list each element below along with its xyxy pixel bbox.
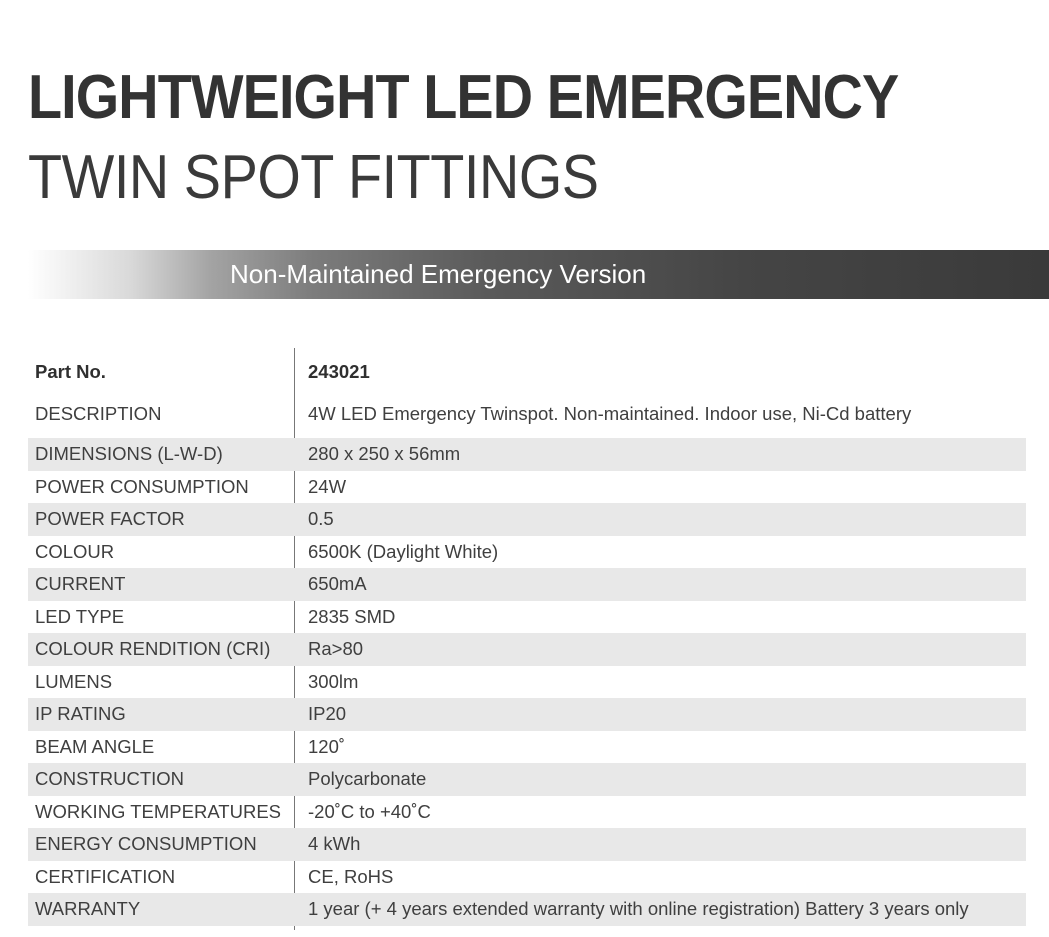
spec-value: 24W	[308, 475, 347, 497]
spec-value: Ra>80	[308, 638, 364, 660]
banner-text: Non-Maintained Emergency Version	[230, 259, 647, 289]
spec-value: 120˚	[308, 735, 346, 757]
spec-label: WORKING TEMPERATURES	[35, 800, 282, 822]
spec-value: CE, RoHS	[308, 865, 394, 887]
spec-label: LUMENS	[35, 670, 113, 692]
spec-value: 4W LED Emergency Twinspot. Non-maintained. Indoor use, Ni-Cd battery	[308, 402, 912, 424]
spec-value: 4 kWh	[308, 833, 361, 855]
table-row	[28, 471, 1026, 504]
spec-table	[28, 355, 1026, 926]
table-row	[28, 389, 1026, 438]
table-header-row	[28, 355, 1026, 389]
spec-value: 300lm	[308, 670, 359, 692]
table-row	[28, 796, 1026, 829]
table-row	[28, 893, 1026, 926]
spec-label: CURRENT	[35, 573, 126, 595]
table-row	[28, 763, 1026, 796]
spec-label: DIMENSIONS (L-W-D)	[35, 443, 223, 465]
spec-label: DESCRIPTION	[35, 402, 162, 424]
page-subtitle: TWIN SPOT FITTINGS	[28, 143, 599, 212]
table-row	[28, 536, 1026, 569]
table-row	[28, 731, 1026, 764]
spec-value: 0.5	[308, 508, 334, 530]
table-row	[28, 438, 1026, 471]
table-row	[28, 633, 1026, 666]
spec-label: BEAM ANGLE	[35, 735, 155, 757]
table-row	[28, 861, 1026, 894]
spec-label: ENERGY CONSUMPTION	[35, 833, 257, 855]
spec-value: 1 year (+ 4 years extended warranty with online registration) Battery 3 years only	[308, 898, 969, 920]
spec-value: 280 x 250 x 56mm	[308, 443, 461, 465]
spec-label: POWER CONSUMPTION	[35, 475, 249, 497]
spec-label: COLOUR RENDITION (CRI)	[35, 638, 271, 660]
spec-label: COLOUR	[35, 540, 115, 562]
spec-value: IP20	[308, 703, 347, 725]
spec-label: WARRANTY	[35, 898, 141, 920]
spec-label: IP RATING	[35, 703, 126, 725]
part-no-label: Part No.	[35, 361, 106, 382]
page-title: LIGHTWEIGHT LED EMERGENCY	[28, 63, 899, 132]
spec-label: CERTIFICATION	[35, 865, 176, 887]
table-row	[28, 828, 1026, 861]
table-row	[28, 698, 1026, 731]
spec-label: POWER FACTOR	[35, 508, 185, 530]
spec-label: CONSTRUCTION	[35, 768, 185, 790]
spec-value: 2835 SMD	[308, 605, 396, 627]
table-row	[28, 568, 1026, 601]
version-banner	[28, 250, 1049, 299]
spec-value: -20˚C to +40˚C	[308, 800, 431, 822]
table-row	[28, 666, 1026, 699]
part-no-value: 243021	[308, 361, 370, 382]
spec-label: LED TYPE	[35, 605, 125, 627]
spec-value: 6500K (Daylight White)	[308, 540, 499, 562]
spec-value: Polycarbonate	[308, 768, 427, 790]
table-row	[28, 601, 1026, 634]
spec-value: 650mA	[308, 573, 367, 595]
table-row	[28, 503, 1026, 536]
